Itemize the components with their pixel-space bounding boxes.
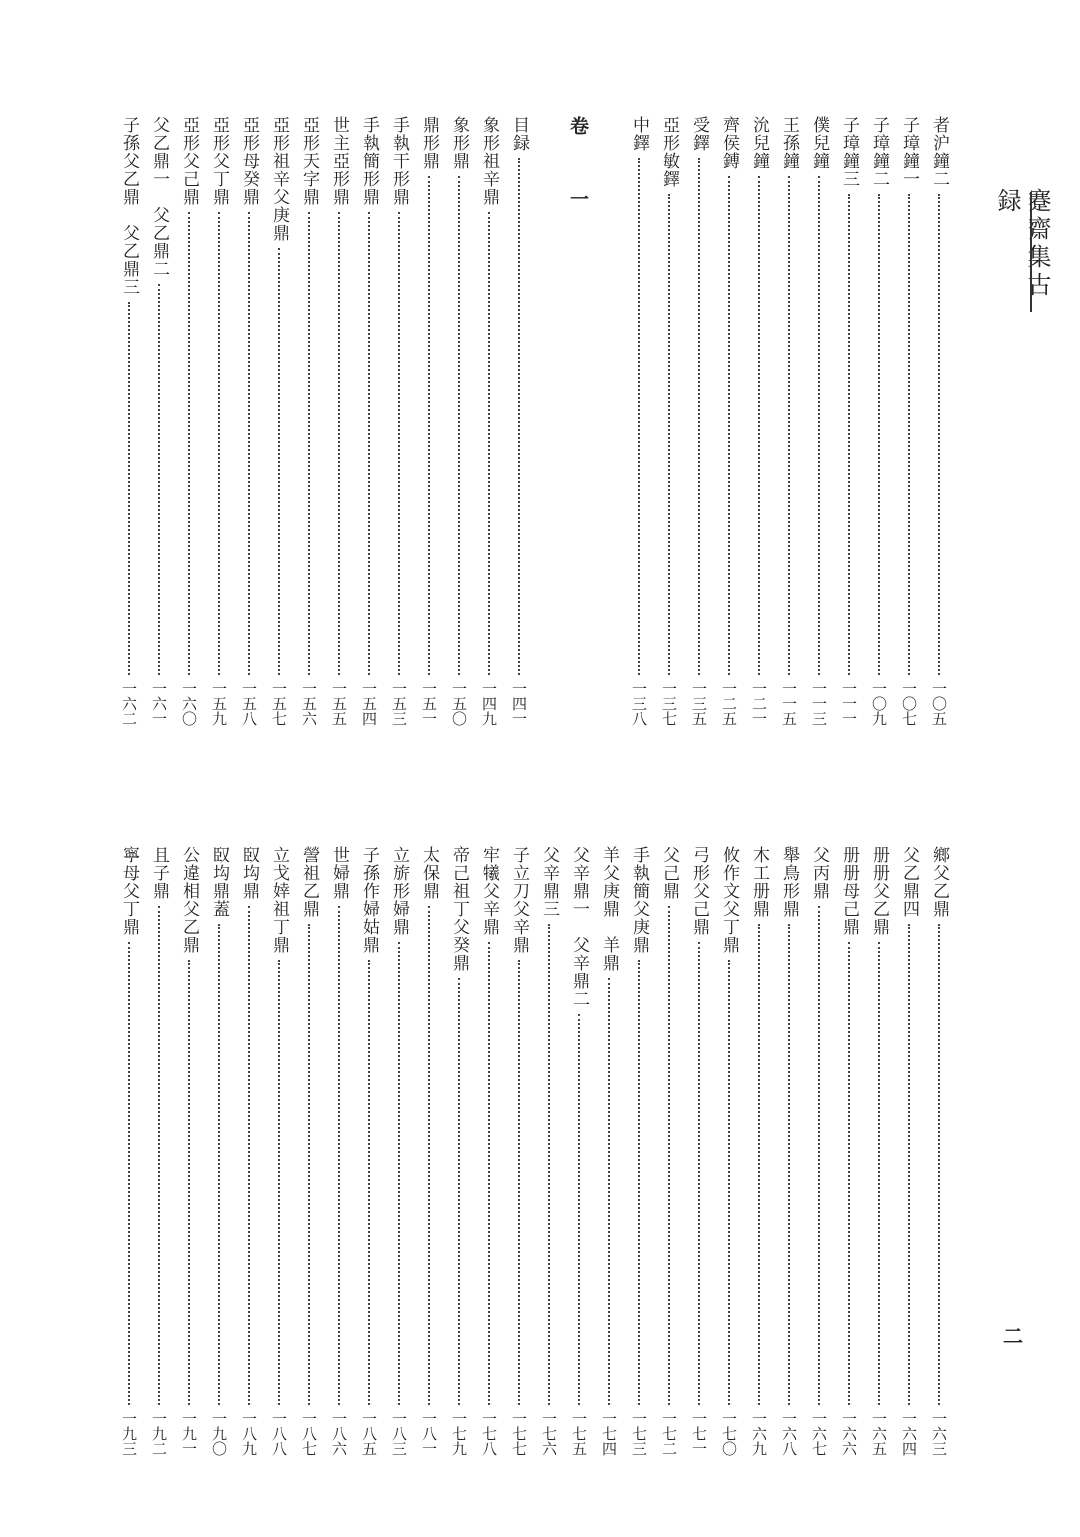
entry-page-number: 一九一 (180, 1411, 198, 1456)
dot-leader (758, 924, 760, 1405)
entry-page-number: 一七〇 (720, 1411, 738, 1456)
toc-entry (328, 116, 350, 726)
entry-page-number: 一七七 (510, 1411, 528, 1456)
dot-leader (188, 960, 190, 1405)
entry-page-number: 一八一 (420, 1411, 438, 1456)
toc-entry (748, 846, 770, 1456)
toc-entry (658, 116, 680, 726)
dot-leader (728, 176, 730, 675)
entry-title: 王孫鐘 (779, 116, 799, 170)
dot-leader (488, 212, 490, 675)
entry-title: 僕兒鐘 (809, 116, 829, 170)
entry-page-number: 一一三 (810, 681, 828, 726)
entry-title: 謍祖乙鼎 (299, 846, 319, 918)
dot-leader (908, 194, 910, 675)
toc-entry (718, 846, 740, 1456)
dot-leader (248, 212, 250, 675)
toc-entry (628, 116, 650, 726)
toc-entry (538, 846, 560, 1456)
entry-page-number: 一七五 (570, 1411, 588, 1456)
entry-page-number: 一七九 (450, 1411, 468, 1456)
dot-leader (848, 194, 850, 675)
entry-page-number: 一二一 (750, 681, 768, 726)
entry-page-number: 一八六 (330, 1411, 348, 1456)
entry-page-number: 一五三 (390, 681, 408, 726)
toc-entry (418, 116, 440, 726)
entry-page-number: 一五〇 (450, 681, 468, 726)
dot-leader (158, 906, 160, 1405)
toc-entry (898, 846, 920, 1456)
toc-entry (238, 116, 260, 726)
toc-entry (598, 846, 620, 1456)
entry-page-number: 一八八 (270, 1411, 288, 1456)
toc-entry (388, 846, 410, 1456)
dot-leader (188, 212, 190, 675)
toc-entry (748, 116, 770, 726)
entry-title: 子孫父乙鼎 父乙鼎三 (119, 116, 139, 296)
dot-leader (938, 924, 940, 1405)
entry-page-number: 一七三 (630, 1411, 648, 1456)
dot-leader (428, 906, 430, 1405)
volume-heading: 卷 一 (567, 116, 589, 224)
title-rule (1030, 192, 1032, 312)
toc-entry (478, 846, 500, 1456)
entry-title: 帝己祖丁父癸鼎 (449, 846, 469, 972)
dot-leader (728, 960, 730, 1405)
entry-title: 世婦鼎 (329, 846, 349, 900)
toc-entry (928, 846, 950, 1456)
entry-title: 亞形父丁鼎 (209, 116, 229, 206)
entry-title: 受鐸 (689, 116, 709, 152)
dot-leader (788, 924, 790, 1405)
entry-page-number: 一六二 (120, 681, 138, 726)
dot-leader (398, 212, 400, 675)
entry-title: 者沪鐘二 (929, 116, 949, 188)
entry-page-number: 一五八 (240, 681, 258, 726)
entry-page-number: 一六〇 (180, 681, 198, 726)
entry-title: 羊父庚鼎 羊鼎 (599, 846, 619, 972)
entry-page-number: 一〇五 (930, 681, 948, 726)
toc-entry (358, 116, 380, 726)
entry-title: 且子鼎 (149, 846, 169, 900)
entry-title: 臤㘬鼎蓋 (209, 846, 229, 918)
toc-entry (778, 846, 800, 1456)
dot-leader (698, 942, 700, 1405)
entry-title: 子孫作婦姑鼎 (359, 846, 379, 954)
toc-entry (658, 846, 680, 1456)
dot-leader (608, 978, 610, 1405)
toc-entry (298, 846, 320, 1456)
dot-leader (668, 194, 670, 675)
entry-title: 立旂形婦鼎 (389, 846, 409, 936)
entry-page-number: 一〇九 (870, 681, 888, 726)
toc-entry (268, 116, 290, 726)
dot-leader (428, 176, 430, 675)
toc-entry (508, 846, 530, 1456)
entry-page-number: 一八五 (360, 1411, 378, 1456)
toc-entry (148, 846, 170, 1456)
entry-page-number: 一六八 (780, 1411, 798, 1456)
entry-page-number: 一一一 (840, 681, 858, 726)
entry-page-number: 一四九 (480, 681, 498, 726)
dot-leader (548, 924, 550, 1405)
entry-page-number: 一五七 (270, 681, 288, 726)
entry-title: 父乙鼎四 (899, 846, 919, 918)
entry-page-number: 一六三 (930, 1411, 948, 1456)
entry-page-number: 一七四 (600, 1411, 618, 1456)
entry-title: 寧母父丁鼎 (119, 846, 139, 936)
entry-page-number: 一二五 (720, 681, 738, 726)
dot-leader (788, 176, 790, 675)
entry-page-number: 一九〇 (210, 1411, 228, 1456)
entry-page-number: 一六五 (870, 1411, 888, 1456)
dot-leader (488, 942, 490, 1405)
dot-leader (128, 942, 130, 1405)
toc-entry (838, 116, 860, 726)
dot-leader (398, 942, 400, 1405)
entry-page-number: 一一五 (780, 681, 798, 726)
entry-title: 臤㘬鼎 (239, 846, 259, 900)
toc-entry (808, 846, 830, 1456)
dot-leader (578, 1014, 580, 1405)
toc-entry (568, 846, 590, 1456)
entry-page-number: 一六九 (750, 1411, 768, 1456)
dot-leader (518, 158, 520, 675)
toc-entry (898, 116, 920, 726)
entry-title: 中鐸 (629, 116, 649, 152)
entry-title: 攸作文父丁鼎 (719, 846, 739, 954)
entry-page-number: 一七一 (690, 1411, 708, 1456)
entry-title: 弓形父己鼎 (689, 846, 709, 936)
toc-entry (688, 116, 710, 726)
dot-leader (908, 924, 910, 1405)
entry-title: 牢犧父辛鼎 (479, 846, 499, 936)
toc-entry (868, 116, 890, 726)
entry-title: 世主亞形鼎 (329, 116, 349, 206)
entry-title: 子立刀父辛鼎 (509, 846, 529, 954)
entry-page-number: 一三五 (690, 681, 708, 726)
dot-leader (308, 212, 310, 675)
entry-title: 亞形父己鼎 (179, 116, 199, 206)
dot-leader (158, 284, 160, 675)
entry-title: 象形鼎 (449, 116, 469, 170)
entry-title: 鄉父乙鼎 (929, 846, 949, 918)
dot-leader (248, 906, 250, 1405)
entry-title: 太保鼎 (419, 846, 439, 900)
entry-page-number: 一三七 (660, 681, 678, 726)
toc-entry (838, 846, 860, 1456)
dot-leader (128, 302, 130, 675)
dot-leader (638, 158, 640, 675)
toc-entry (208, 116, 230, 726)
book-title (992, 188, 1051, 316)
toc-entry (118, 116, 140, 726)
toc-entry (808, 116, 830, 726)
toc-entry (268, 846, 290, 1456)
toc-entry (148, 116, 170, 726)
dot-leader (848, 942, 850, 1405)
toc-entry (388, 116, 410, 726)
dot-leader (368, 960, 370, 1405)
toc-entry (688, 846, 710, 1456)
dot-leader (938, 194, 940, 675)
dot-leader (458, 978, 460, 1405)
dot-leader (368, 212, 370, 675)
book-title-text: 蹇齋集古録 (993, 188, 1051, 300)
toc-entry (178, 846, 200, 1456)
entry-page-number: 一五六 (300, 681, 318, 726)
entry-title: 立戈婞祖丁鼎 (269, 846, 289, 954)
entry-page-number: 一七二 (660, 1411, 678, 1456)
entry-page-number: 一六一 (150, 681, 168, 726)
entry-title: 目録 (509, 116, 529, 152)
dot-leader (878, 194, 880, 675)
dot-leader (518, 960, 520, 1405)
page-number: 二 (1003, 1324, 1023, 1348)
dot-leader (278, 960, 280, 1405)
entry-title: 亞形母癸鼎 (239, 116, 259, 206)
entry-page-number: 一六六 (840, 1411, 858, 1456)
entry-page-number: 一八七 (300, 1411, 318, 1456)
entry-title: 册册父乙鼎 (869, 846, 889, 936)
entry-page-number: 一九二 (150, 1411, 168, 1456)
entry-title: 齊侯鎛 (719, 116, 739, 170)
toc-entry (448, 846, 470, 1456)
entry-title: 子璋鐘二 (869, 116, 889, 188)
dot-leader (308, 924, 310, 1405)
entry-page-number: 一八三 (390, 1411, 408, 1456)
toc-entry (718, 116, 740, 726)
dot-leader (338, 906, 340, 1405)
entry-title: 子璋鐘一 (899, 116, 919, 188)
entry-title: 父丙鼎 (809, 846, 829, 900)
dot-leader (878, 942, 880, 1405)
entry-page-number: 一六七 (810, 1411, 828, 1456)
entry-page-number: 一七八 (480, 1411, 498, 1456)
dot-leader (758, 176, 760, 675)
entry-title: 子璋鐘三 (839, 116, 859, 188)
toc-entry (118, 846, 140, 1456)
entry-title: 手執干形鼎 (389, 116, 409, 206)
dot-leader (218, 212, 220, 675)
toc-entry (328, 846, 350, 1456)
toc-entry (628, 846, 650, 1456)
toc-entry (298, 116, 320, 726)
entry-title: 公違相父乙鼎 (179, 846, 199, 954)
entry-title: 父辛鼎三 (539, 846, 559, 918)
toc-entry (448, 116, 470, 726)
dot-leader (278, 248, 280, 675)
toc-entry (778, 116, 800, 726)
dot-leader (818, 176, 820, 675)
entry-page-number: 一五五 (330, 681, 348, 726)
entry-page-number: 一九三 (120, 1411, 138, 1456)
toc-entry (178, 116, 200, 726)
dot-leader (218, 924, 220, 1405)
entry-title: 册册母己鼎 (839, 846, 859, 936)
toc-entry (508, 116, 530, 726)
toc-entry (358, 846, 380, 1456)
entry-page-number: 一五一 (420, 681, 438, 726)
entry-title: 亞形祖辛父庚鼎 (269, 116, 289, 242)
entry-page-number: 一四一 (510, 681, 528, 726)
toc-entry (238, 846, 260, 1456)
entry-title: 父己鼎 (659, 846, 679, 900)
dot-leader (338, 212, 340, 675)
dot-leader (638, 960, 640, 1405)
entry-title: 亞形敏鐸 (659, 116, 679, 188)
dot-leader (818, 906, 820, 1405)
entry-title: 父辛鼎一 父辛鼎二 (569, 846, 589, 1008)
toc-entry (418, 846, 440, 1456)
entry-title: 象形祖辛鼎 (479, 116, 499, 206)
entry-title: 舉鳥形鼎 (779, 846, 799, 918)
toc-entry (868, 846, 890, 1456)
dot-leader (668, 906, 670, 1405)
entry-title: 亞形天字鼎 (299, 116, 319, 206)
entry-page-number: 一五九 (210, 681, 228, 726)
entry-title: 沇兒鐘 (749, 116, 769, 170)
entry-title: 手執簡父庚鼎 (629, 846, 649, 954)
dot-leader (458, 176, 460, 675)
entry-page-number: 一三八 (630, 681, 648, 726)
entry-page-number: 一八九 (240, 1411, 258, 1456)
entry-title: 手執簡形鼎 (359, 116, 379, 206)
toc-entry (478, 116, 500, 726)
entry-title: 鼎形鼎 (419, 116, 439, 170)
entry-page-number: 一六四 (900, 1411, 918, 1456)
entry-page-number: 一〇七 (900, 681, 918, 726)
entry-title: 木工册鼎 (749, 846, 769, 918)
entry-page-number: 一七六 (540, 1411, 558, 1456)
entry-title: 父乙鼎一 父乙鼎二 (149, 116, 169, 278)
toc-entry (928, 116, 950, 726)
entry-page-number: 一五四 (360, 681, 378, 726)
dot-leader (698, 158, 700, 675)
toc-entry (208, 846, 230, 1456)
